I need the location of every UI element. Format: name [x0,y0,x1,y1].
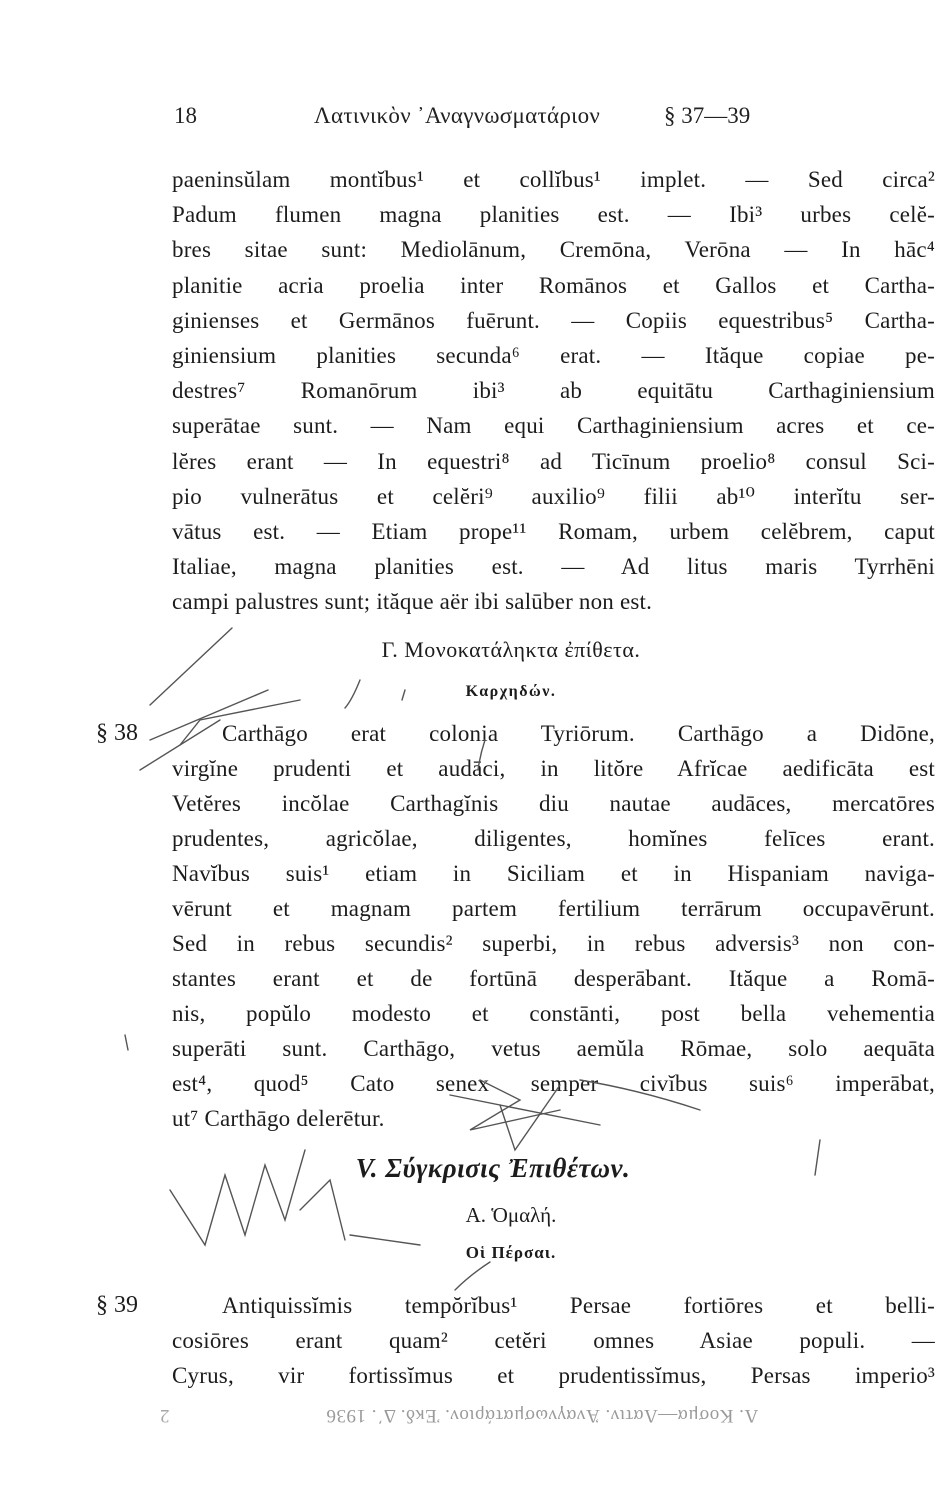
heading-a-regular: Α. Ὁμαλή. [465,1203,557,1227]
text-line: superāti sunt. Carthāgo, vetus aemŭla Rōmae, solo aequāta [172,1036,935,1061]
text-line: Sed in rebus secundis² superbi, in rebus adversis³ non con- [172,931,935,956]
text-line: stantes erant et de fortūnā desperābant. Ităque a Romā- [172,966,935,991]
text-line: ut⁷ Carthāgo delerētur. [172,1106,385,1131]
text-line: superātae sunt. — Nam equi Carthaginiensium acres et ce- [172,413,935,438]
text-line: nis, popŭlo modesto et constānti, post bella vehementia [172,1001,935,1026]
text-line: pio vulnerātus et celĕri⁹ auxilio⁹ filii ab¹⁰ interĭtu ser- [172,484,935,509]
text-line: vātus est. — Etiam prope¹¹ Romam, urbem celĕbrem, caput [172,519,935,544]
section-39-mark: § 39 [96,1292,138,1318]
text-line: Carthāgo erat colonia Tyriōrum. Carthāgo a Didōne, [222,721,935,746]
text-line: lĕres erant — In equestri⁸ ad Ticīnum proelio⁸ consul Sci- [172,449,935,474]
text-line: Cyrus, vir fortissĭmus et prudentissĭmus, Persas imperio³ [172,1363,935,1388]
text-line: Padum flumen magna planities est. — Ibi³ urbes celĕ- [172,202,935,227]
text-line: est⁴, quod⁵ Cato senex semper civĭbus suis⁶ imperābat, [172,1071,935,1096]
text-line: Vetĕres incŏlae Carthagĭnis diu nautae audāces, mercatōres [172,791,935,816]
heading-v-comparison: V. Σύγκρισις Ἐπιθέτων. [355,1153,631,1183]
text-line: vērunt et magnam partem fertilium terrārum occupavērunt. [172,896,935,921]
text-line: planitie acria proelia inter Romānos et Gallos et Cartha- [172,273,935,298]
mirrored-signature-number: 2 [160,1405,170,1426]
heading-gamma: Γ. Μονοκατάληκτα ἐπίθετα. [381,637,641,662]
heading-karchedon: Καρχηδών. [465,683,557,700]
section-38-mark: § 38 [96,720,138,746]
section-range: § 37—39 [664,103,751,128]
text-line: Navĭbus suis¹ etiam in Siciliam et in Hispaniam naviga- [172,861,935,886]
text-line: paeninsŭlam montĭbus¹ et collĭbus¹ implet. — Sed circa² [172,167,935,192]
text-line: virgĭne prudenti et audāci, in litŏre Afrĭcae aedificāta est [172,756,935,781]
text-line: campi palustres sunt; ităque aër ibi salūber non est. [172,589,653,614]
text-line: bres sitae sunt: Mediolānum, Cremōna, Verōna — In hāc⁴ [172,237,935,262]
page-number: 18 [174,103,197,128]
mirrored-footer-text: Λ. Κοσμα—Λατιν. Ἀναγνωσματάριον. Ἐκδ. Δ΄. 1936 [326,1405,759,1426]
pencil-stroke [125,1035,128,1050]
text-line: giniensium planities secunda⁶ erat. — Ităque copiae pe- [172,343,935,368]
text-line: Italiae, magna planities est. — Ad litus maris Tyrrhēni [172,554,935,579]
text-line: prudentes, agricŏlae, diligentes, homĭnes felīces erant. [172,826,935,851]
text-line: cosiōres erant quam² cetĕri omnes Asiae populi. — [172,1328,935,1353]
text-line: ginienses et Germānos fuērunt. — Copiis equestribus⁵ Cartha- [172,308,935,333]
running-title: Λατινικὸν ᾿Αναγνωσματάριον [314,103,601,128]
text-line: destres⁷ Romanōrum ibi³ ab equitātu Carthaginiensium [172,378,935,403]
pencil-stroke [455,1262,490,1290]
heading-persai: Οἱ Πέρσαι. [465,1243,557,1262]
text-line: Antiquissĭmis tempŏrĭbus¹ Persae fortiōres et belli- [222,1293,935,1318]
